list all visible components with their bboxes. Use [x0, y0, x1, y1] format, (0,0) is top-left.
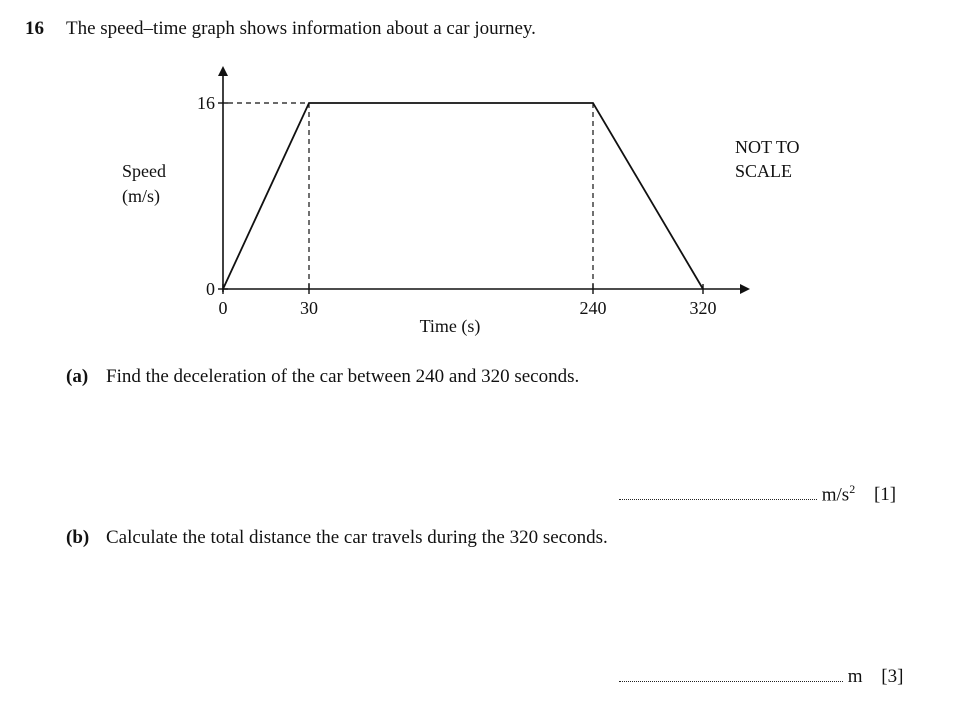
y-tick-label-0: 0 [206, 279, 215, 299]
part-b-text: Calculate the total distance the car travels during the 320 seconds. [106, 527, 608, 548]
question-text: The speed–time graph shows information about a car journey. [66, 18, 536, 39]
x-tick-label-0: 0 [218, 298, 228, 318]
part-a-answer-line[interactable] [619, 485, 817, 500]
not-to-scale-note-line1: NOT TO [735, 137, 800, 157]
question-number: 16 [25, 18, 44, 39]
speed-series-line [223, 103, 703, 289]
not-to-scale-note-line2: SCALE [735, 161, 793, 181]
part-a-answer-area [619, 482, 896, 506]
part-b-answer-line[interactable] [619, 667, 843, 682]
part-a-question [66, 366, 579, 388]
y-axis-label: Speed [122, 161, 166, 181]
part-b-answer-area [619, 666, 903, 688]
y-tick-label-16: 16 [197, 93, 215, 113]
y-axis-unit-label: (m/s) [122, 186, 160, 206]
part-b-unit: m [847, 666, 863, 687]
part-a-unit: m/s [821, 484, 850, 506]
part-a-marks: [1] [873, 484, 897, 506]
part-b-question [66, 527, 608, 549]
part-b-marks: [3] [881, 666, 904, 687]
part-a-label: (a) [66, 366, 89, 387]
x-tick-label-320: 320 [689, 298, 717, 318]
part-a-unit-power: 2 [849, 482, 856, 496]
x-tick-label-240: 240 [579, 298, 607, 318]
part-a-text: Find the deceleration of the car between 240 and 320 seconds. [106, 366, 580, 387]
x-tick-label-30: 30 [300, 298, 318, 318]
x-axis-label: Time (s) [419, 316, 481, 336]
part-b-label: (b) [66, 527, 90, 548]
